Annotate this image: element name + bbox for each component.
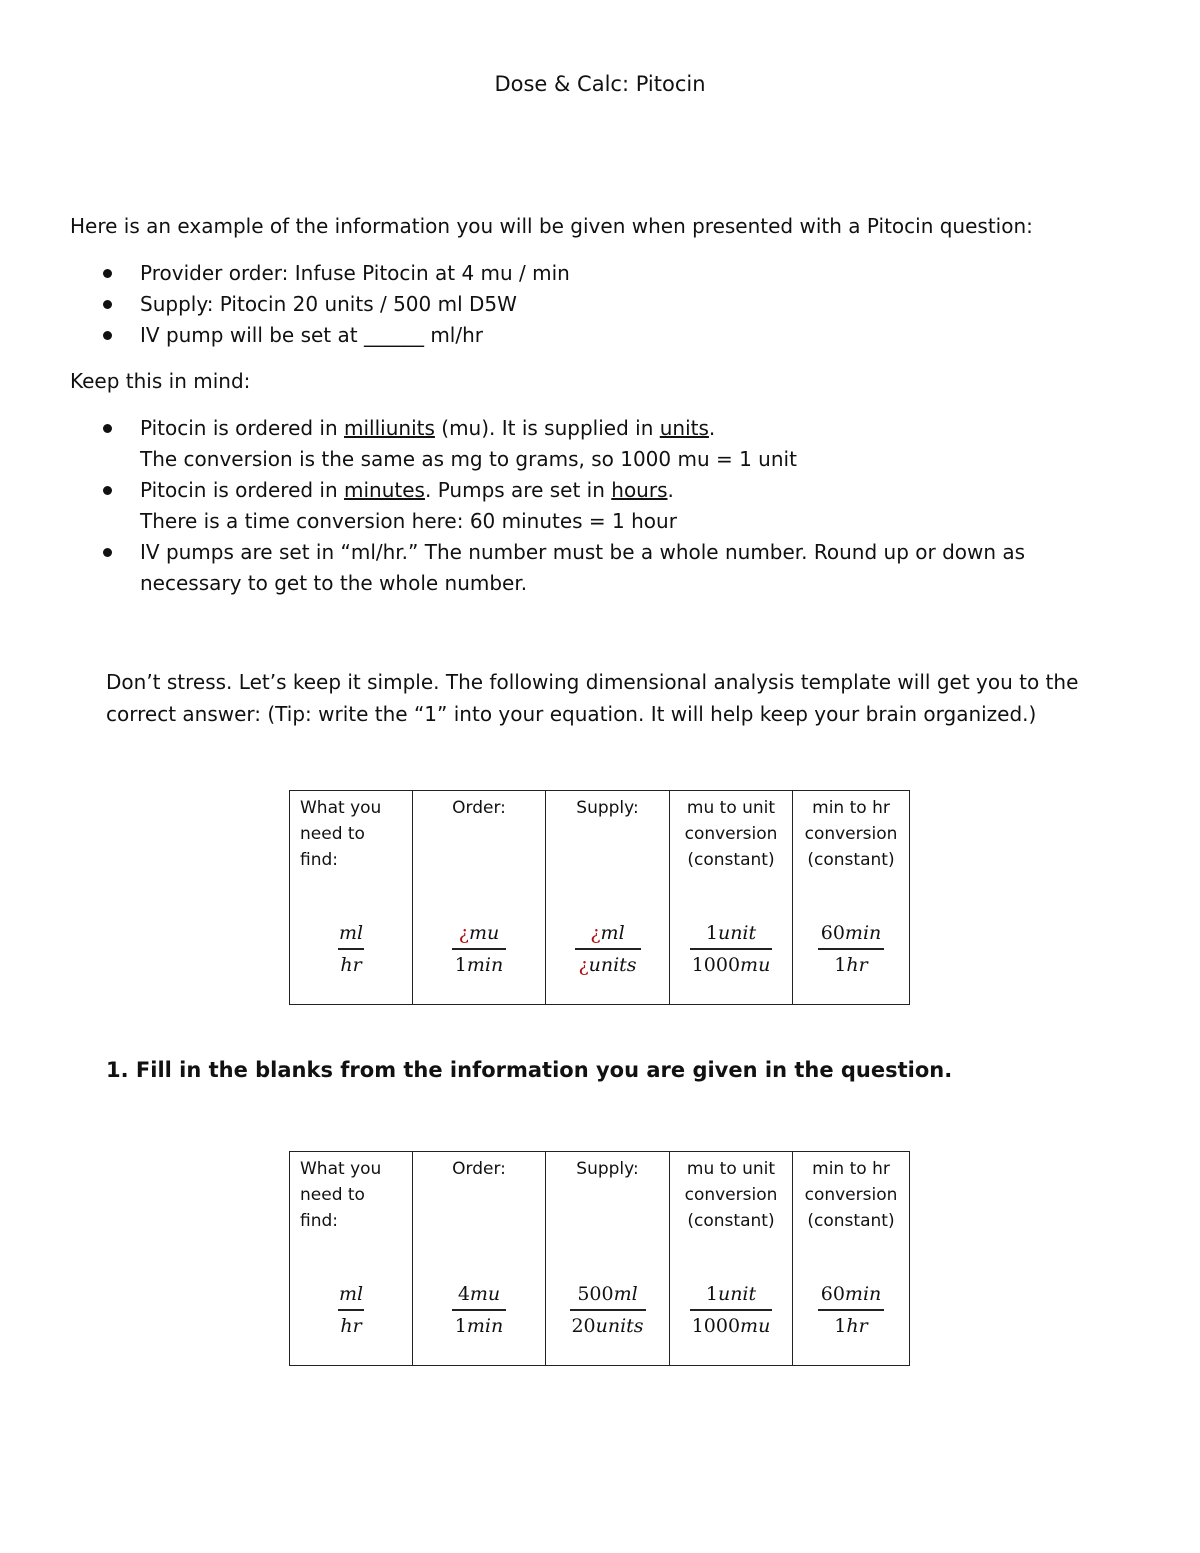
keep-item-time: Pitocin is ordered in minutes. Pumps are set in hours. There is a time conversion here: 60 minutes = 1 hour bbox=[100, 475, 1130, 537]
page-title: Dose & Calc: Pitocin bbox=[494, 72, 706, 96]
given-item-order: Provider order: Infuse Pitocin at 4 mu / min bbox=[100, 258, 570, 289]
min-hr-header: min to hr conversion (constant) bbox=[804, 1159, 898, 1231]
min-hr-header: min to hr conversion (constant) bbox=[804, 798, 898, 870]
supply-header: Supply: bbox=[576, 798, 639, 818]
supply-fraction: ¿ml ¿units bbox=[546, 920, 669, 978]
supply-header: Supply: bbox=[576, 1159, 639, 1179]
mu-unit-fraction: 1unit 1000mu bbox=[691, 1283, 771, 1337]
keep-list bbox=[100, 413, 1130, 599]
step-1-heading: 1. Fill in the blanks from the information you are given in the question. bbox=[106, 1058, 953, 1082]
mu-unit-fraction: 1unit 1000mu bbox=[691, 922, 771, 976]
order-header: Order: bbox=[452, 1159, 506, 1179]
find-header: What you need to find: bbox=[300, 798, 382, 870]
supply-fraction: 500ml 20units bbox=[571, 1283, 644, 1337]
find-fraction: ml hr bbox=[338, 922, 364, 976]
order-fraction: ¿mu 1min bbox=[413, 920, 545, 978]
tip-paragraph: Don’t stress. Let’s keep it simple. The following dimensional analysis template will get you to the correct answer: (Tip: write the “1” into your equation. It will help keep your brain organized.) bbox=[106, 670, 1079, 726]
supply-cell bbox=[546, 1152, 670, 1366]
mu-unit-cell bbox=[670, 791, 793, 1005]
find-fraction: ml hr bbox=[338, 1283, 364, 1337]
order-cell bbox=[413, 791, 546, 1005]
intro-text: Here is an example of the information you will be given when presented with a Pitocin question: bbox=[70, 214, 1033, 238]
keep-item-time-note: There is a time conversion here: 60 minutes = 1 hour bbox=[140, 509, 677, 533]
template-table bbox=[289, 790, 910, 1005]
mu-unit-header: mu to unit conversion (constant) bbox=[684, 798, 778, 870]
min-hr-fraction: 60min 1hr bbox=[793, 1281, 909, 1339]
find-cell bbox=[290, 1152, 413, 1366]
supply-cell bbox=[546, 791, 670, 1005]
keep-item-units-note: The conversion is the same as mg to grams, so 1000 mu = 1 unit bbox=[140, 447, 797, 471]
find-header: What you need to find: bbox=[300, 1159, 382, 1231]
given-list bbox=[100, 258, 570, 351]
min-hr-cell bbox=[793, 791, 910, 1005]
keep-item-rounding: IV pumps are set in “ml/hr.” The number must be a whole number. Round up or down as necessary to get to the whole number. bbox=[100, 537, 1130, 599]
keep-heading: Keep this in mind: bbox=[70, 369, 251, 393]
mu-unit-header: mu to unit conversion (constant) bbox=[684, 1159, 778, 1231]
given-item-pump: IV pump will be set at ______ ml/hr bbox=[100, 320, 570, 351]
filled-table bbox=[289, 1151, 910, 1366]
mu-unit-cell bbox=[670, 1152, 793, 1366]
keep-item-units: Pitocin is ordered in milliunits (mu). It is supplied in units. The conversion is the same as mg to grams, so 1000 mu = 1 unit bbox=[100, 413, 1130, 475]
given-item-supply: Supply: Pitocin 20 units / 500 ml D5W bbox=[100, 289, 570, 320]
order-header: Order: bbox=[452, 798, 506, 818]
min-hr-fraction: 60min 1hr bbox=[793, 920, 909, 978]
min-hr-cell bbox=[793, 1152, 910, 1366]
order-cell bbox=[413, 1152, 546, 1366]
order-fraction: 4mu 1min bbox=[413, 1281, 545, 1339]
find-cell bbox=[290, 791, 413, 1005]
